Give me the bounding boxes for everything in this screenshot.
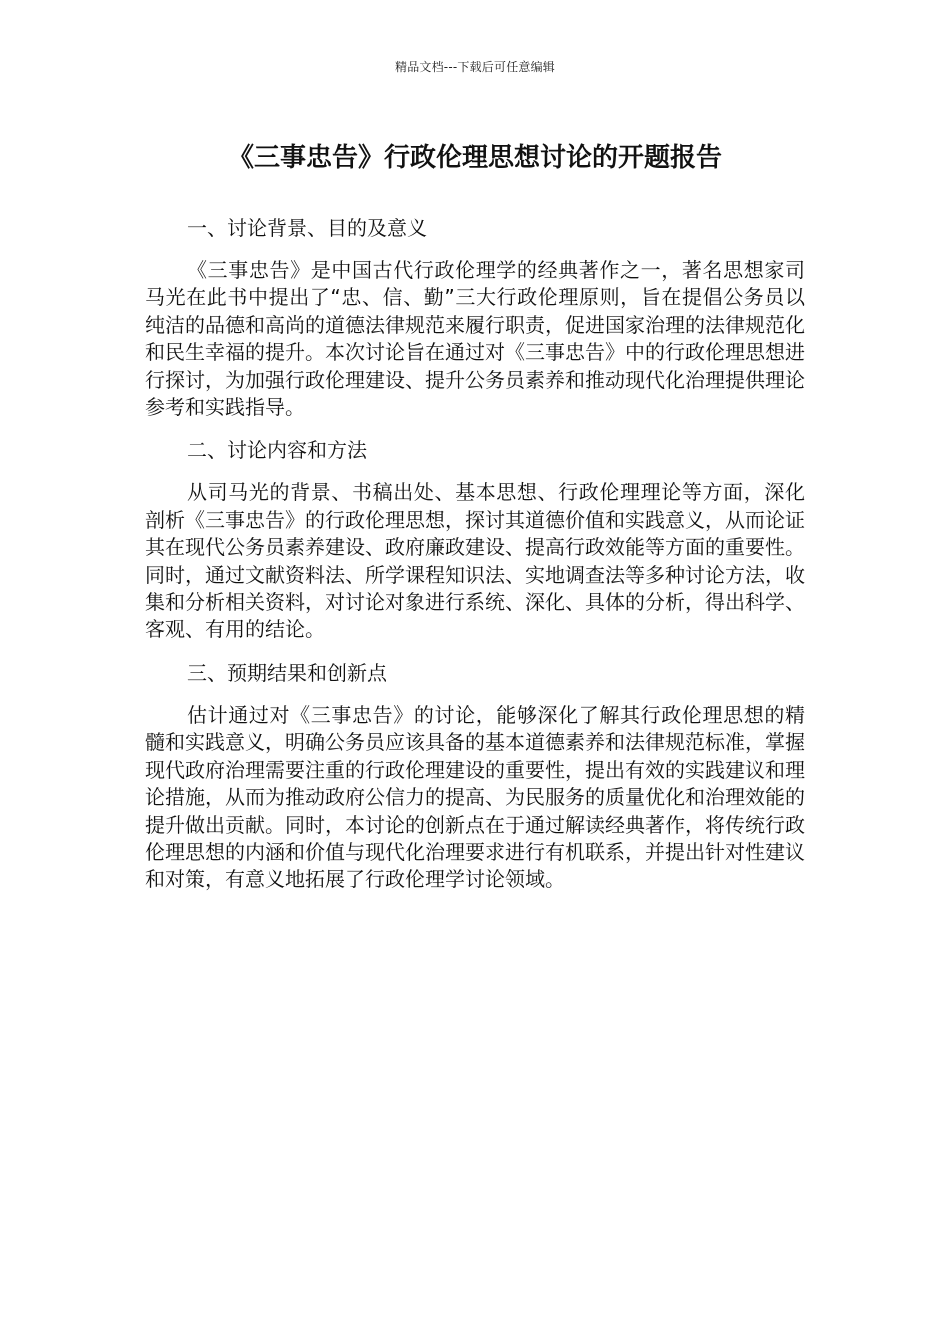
section-heading-background: 一、讨论背景、目的及意义 (187, 216, 427, 240)
document-body (145, 213, 805, 894)
section-heading-content-methods: 二、讨论内容和方法 (187, 438, 367, 463)
section-paragraph-expected-results: 估计通过对《三事忠告》的讨论，能够深化了解其行政伦理思想的精髓和实践意义，明确公务员应该具备的基本道德素养和法律规范标准，掌握现代政府治理需要注重的行政伦理建设的重要性，提出有效的实践建议和理论措施，从而为推动政府公信力的提高、为民服务的质量优化和治理效能的提升做出贡献。同时，本讨论的创新点在于通过解读经典著作，将传统行政伦理思想的内涵和价值与现代化治理要求进行有机联系，并提出针对性建议和对策，有意义地拓展了行政伦理学讨论领域。 (145, 702, 805, 892)
section-paragraph-content-methods: 从司马光的背景、书稿出处、基本思想、行政伦理理论等方面，深化剖析《三事忠告》的行政伦理思想，探讨其道德价值和实践意义，从而论证其在现代公务员素养建设、政府廉政建设、提高行政效能等方面的重要性。同时，通过文献资料法、所学课程知识法、实地调查法等多种讨论方法，收集和分析相关资料，对讨论对象进行系统、深化、具体的分析，得出科学、客观、有用的结论。 (145, 480, 805, 642)
section-heading-expected-results: 三、预期结果和创新点 (187, 660, 387, 685)
document-title: 《三事忠告》行政伦理思想讨论的开题报告 (227, 143, 722, 173)
section-paragraph-background: 《三事忠告》是中国古代行政伦理学的经典著作之一，著名思想家司马光在此书中提出了“忠、信、勤”三大行政伦理原则，旨在提倡公务员以纯洁的品德和高尚的道德法律规范来履行职责，促进国家治理的法律规范化和民生幸福的提升。本次讨论旨在通过对《三事忠告》中的行政伦理思想进行探讨，为加强行政伦理建设、提升公务员素养和推动现代化治理提供理论参考和实践指导。 (145, 258, 805, 420)
header-note: 精品文档---下载后可任意编辑 (395, 60, 555, 74)
